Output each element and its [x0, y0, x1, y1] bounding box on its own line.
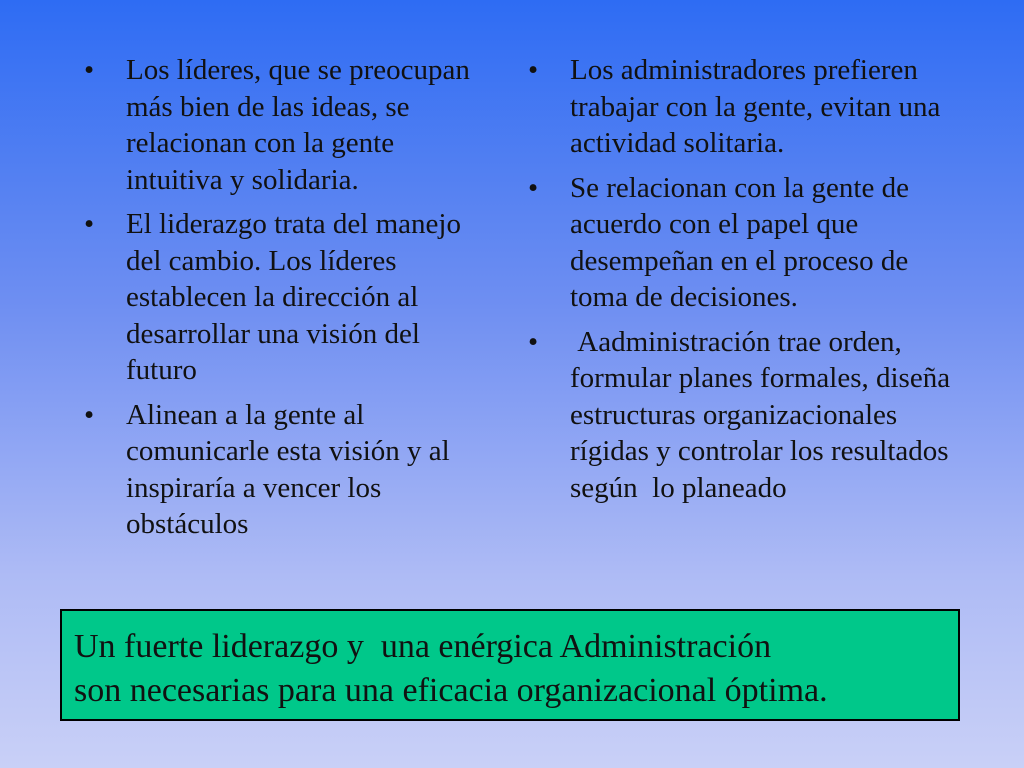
bullet-icon: • — [528, 325, 539, 358]
list-item-text: Los administradores prefieren trabajar con la gente, evitan una actividad solitaria. — [570, 54, 948, 159]
right-bullet-list — [528, 52, 973, 506]
left-bullet-list — [84, 52, 494, 543]
list-item — [84, 397, 494, 543]
bullet-icon: • — [84, 54, 95, 86]
list-item — [528, 170, 973, 316]
list-item-text: El liderazgo trata del manejo del cambio. Los líderes establecen la dirección al desarrollar una visión del futuro — [126, 208, 469, 386]
bullet-icon: • — [528, 171, 539, 204]
right-column — [528, 52, 973, 514]
list-item — [84, 52, 494, 198]
left-column — [84, 52, 494, 551]
list-item-text: Aadministración trae orden, formular planes formales, diseña estructuras organizacionales rígidas y controlar los resultados según lo planeado — [570, 325, 958, 504]
bullet-icon: • — [84, 398, 95, 431]
conclusion-callout — [60, 609, 960, 721]
list-item-text: Alinean a la gente al comunicarle esta visión y al inspiraría a vencer los obstáculos — [126, 398, 457, 540]
callout-line-1: Un fuerte liderazgo y una enérgica Administración — [74, 628, 772, 665]
list-item — [528, 324, 973, 507]
bullet-icon: • — [84, 208, 95, 240]
list-item-text: Se relacionan con la gente de acuerdo con el papel que desempeñan en el proceso de toma de decisiones. — [570, 171, 917, 313]
list-item — [528, 52, 973, 162]
callout-line-2: son necesarias para una eficacia organizacional óptima. — [74, 672, 828, 709]
bullet-icon: • — [528, 54, 539, 86]
list-item — [84, 206, 494, 389]
list-item-text: Los líderes, que se preocupan más bien de las ideas, se relacionan con la gente intuitiva y solidaria. — [126, 54, 478, 196]
